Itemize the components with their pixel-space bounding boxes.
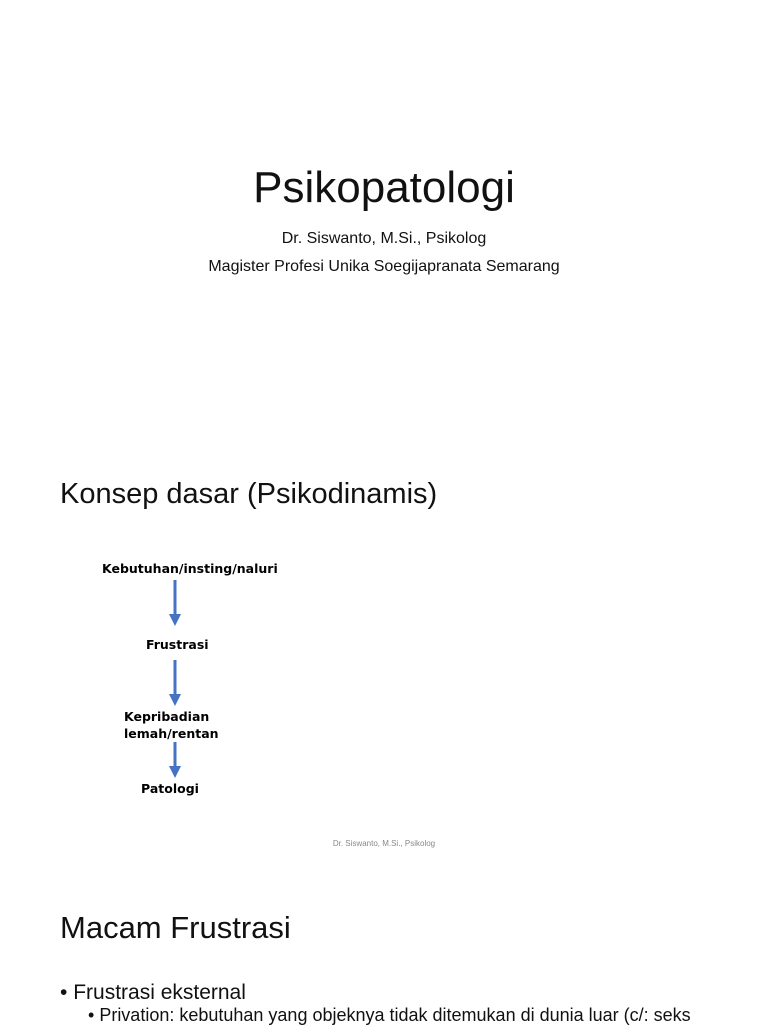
bullet-item: • Frustrasi eksternal [60, 981, 246, 1004]
institution-line: Magister Profesi Unika Soegijapranata Semarang [208, 258, 560, 275]
arrow-down-icon [169, 660, 181, 706]
bullet-text: Frustrasi eksternal [73, 981, 246, 1004]
diagram-node-kebutuhan: Kebutuhan/insting/naluri [102, 561, 278, 576]
diagram-node-kepribadian: Kepribadian [124, 709, 210, 724]
presentation-title: Psikopatologi [253, 163, 515, 212]
slide-heading: Macam Frustrasi [60, 910, 291, 945]
diagram-node-lemah-rentan: lemah/rentan [124, 726, 219, 741]
diagram-node-frustrasi: Frustrasi [146, 637, 209, 652]
arrow-down-icon [169, 742, 181, 778]
arrow-down-icon [169, 580, 181, 626]
slide-footer: Dr. Siswanto, M.Si., Psikolog [332, 839, 436, 848]
sub-bullet-text: Privation: kebutuhan yang objeknya tidak ditemukan di dunia luar (c/: seks [99, 1005, 691, 1025]
author-line: Dr. Siswanto, M.Si., Psikolog [281, 230, 487, 247]
sub-bullet-item: • Privation: kebutuhan yang objeknya tidak ditemukan di dunia luar (c/: seks [88, 1005, 691, 1025]
slide-heading: Konsep dasar (Psikodinamis) [60, 478, 438, 510]
diagram-node-patologi: Patologi [141, 781, 199, 796]
